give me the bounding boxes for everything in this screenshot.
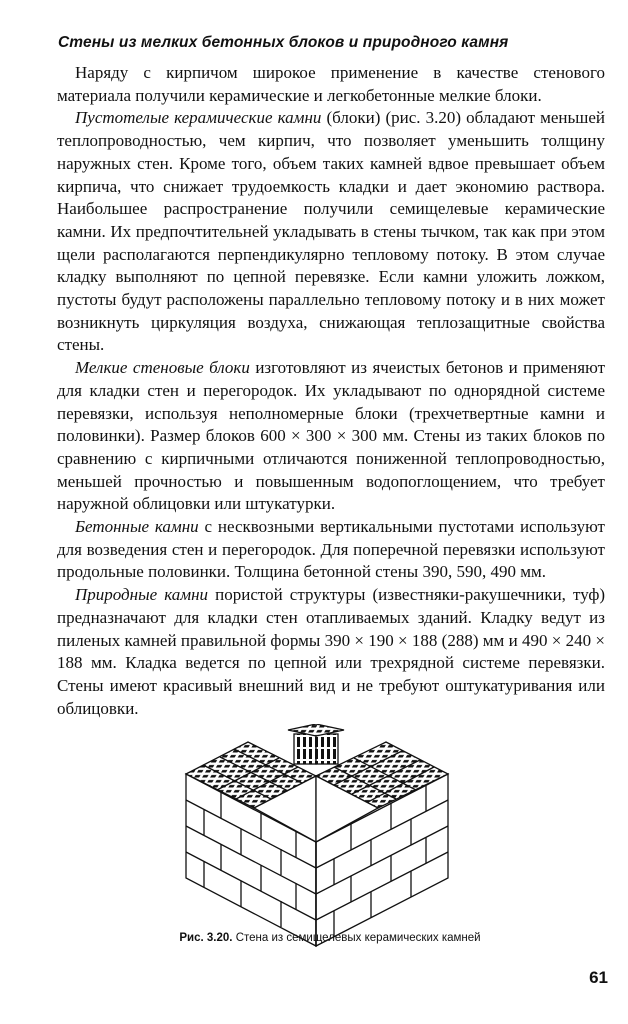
paragraph-text: (блоки) (рис. 3.20) обладают меньшей теплопроводностью, чем кирпич, что позволяет уменьшить толщину наружных стен. Кроме того, объем таких камней вдвое превышает объем кирпича, что снижает трудоемкость кладки и дает экономию раствора. Наибольшее распространение получили семищелевые керамические камни. Их предпочтительней укладывать в стены тычком, так как при этом щели располагаются перпендикулярно тепловому потоку. В этом случае кладку выполняют по цепной перевязке. Если камни уложить ложком, пустоты будут расположены параллельно тепловому потоку и в них может возникнуть циркуляция воздуха, снижающая теплозащитные свойства стены. <box>57 108 605 355</box>
figure-caption <box>100 932 560 944</box>
paragraph <box>57 516 605 584</box>
paragraph <box>57 62 605 107</box>
paragraph <box>57 107 605 357</box>
paragraph-lead: Бетонные камни <box>75 517 199 537</box>
paragraph-lead: Пустотелые керамические камни <box>75 108 322 128</box>
paragraph-text: изготовляют из ячеистых бетонов и применяют для кладки стен и перегородок. Их укладывают по однорядной системе перевязки, используя неполномерные блоки (трехчетвертные камни и половинки). Размер блоков 600 × 300 × 300 мм. Стены из таких блоков по сравнению с кирпичными отличаются пониженной теплопроводностью, меньшей прочностью и повышенным водопоглощением, что требует наружной облицовки или штукатурки. <box>57 358 605 514</box>
page-number: 61 <box>589 968 608 987</box>
figure-caption-text: Стена из семищелевых керамических камней <box>232 932 481 944</box>
paragraph-text: Наряду с кирпичом широкое применение в качестве стенового материала получили керамические и легкобетонные мелкие блоки. <box>57 63 605 105</box>
body-text <box>57 62 605 720</box>
paragraph <box>57 584 605 720</box>
figure-caption-label: Рис. 3.20. <box>179 932 233 944</box>
section-heading: Стены из мелких бетонных блоков и природного камня <box>58 34 509 51</box>
paragraph-text: пористой структуры (известняки-ракушечники, туф) предназначают для кладки стен отапливаемых зданий. Кладку ведут из пиленых камней правильной формы 390 × 190 × 188 (288) мм и 490 × 240 × 188 мм. Кладка ведется по цепной или трехрядной системе перевязки. Стены имеют красивый внешний вид и не требуют оштукатуривания или облицовки. <box>57 585 605 718</box>
paragraph-lead: Мелкие стеновые блоки <box>75 358 250 378</box>
paragraph-lead: Природные камни <box>75 585 209 605</box>
paragraph-text: с несквозными вертикальными пустотами используют для возведения стен и перегородок. Для поперечной перевязки используют продольные половинки. Толщина бетонной стены 390, 590, 490 мм. <box>57 517 605 582</box>
masonry-wall-illustration <box>176 724 458 948</box>
paragraph <box>57 357 605 516</box>
